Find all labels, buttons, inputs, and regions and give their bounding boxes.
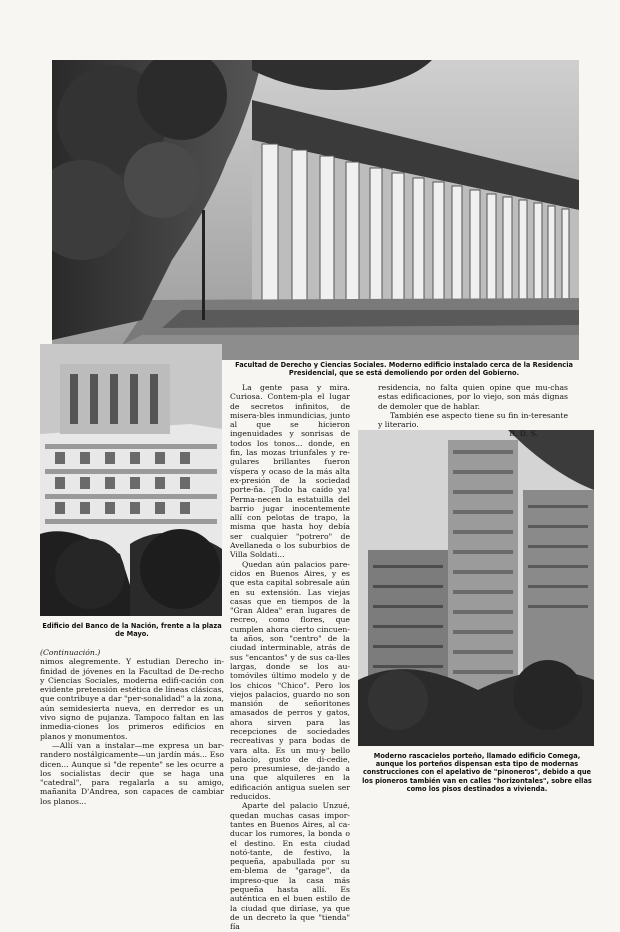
author-signature: B. D. S. bbox=[509, 429, 538, 439]
left-photo-caption: Edificio del Banco de la Nación, frente a la plaza de Mayo. bbox=[42, 622, 222, 639]
article-paragraph: Quedan aún palacios pare-cidos en Buenos Aires, y es que esta capital sobresale aún en su extensión. Las viejas casas que en tiempos de la "Gran Aldea" eran lugares de recreo, como flores, que cumplen ahora cierto cincuen-ta años, son "centro" de la ciudad interminable, atrás de sus "encantos" y de sus ca-lles largas, donde se los au-tomóviles último modelo y de los chicos "Chico". Pero los viejos palacios, guardo no son mansión de señoritones amasados de perros y gatos, ahora sirven para las recepciones de sociedades recreativas y para bodas de vara alta. Es un mu-y bello palacio, gusto de di-cedie, pero presumiese, de-jando a una que alquileres en la edificación antigua suelen ser reducidos. bbox=[230, 559, 350, 802]
top-photo-caption: Facultad de Derecho y Ciencias Sociales. Moderno edificio instalado cerca de la Residencia Presidencial, que se está demoliendo por orden del Gobierno. bbox=[235, 361, 573, 378]
skyscrapers-image bbox=[358, 430, 594, 746]
faculty-building-image bbox=[52, 60, 579, 360]
article-paragraph bbox=[378, 411, 568, 439]
article-column-2 bbox=[230, 383, 350, 932]
continuation-label: (Continuación.) bbox=[40, 648, 101, 657]
article-paragraph-text: También ese aspecto tiene su fin in-teresante y literario. bbox=[378, 410, 568, 430]
article-paragraph: —Allí van a instalar—me expresa un bar-randero nostálgicamente—un jardín más... Eso dicen... Aunque si "de repente" se les ocurre a los socialistas decir que se haga una "catedral", para regalarla a su amigo, mañanita D'Andrea, son capaces de cambiar los planos... bbox=[40, 740, 224, 806]
article-paragraph: nimos alegremente. Y estudian Derecho in-finidad de jóvenes en la Facultad de De-recho y Ciencias Sociales, moderna edifi-cación con evidente pretensión estética de líneas clásicas, que contribuye a dar "per-sonalidad" a la zona, aún semidesierta nueva, en derredor es un vivo signo de pujanza. Tampoco faltan en las inmedia-ciones los primeros edificios en planos y monumentos. bbox=[40, 657, 224, 741]
right-photo-caption: Moderno rascacielos porteño, llamado edificio Comega, aunque los porteños dispensan esta tipo de modernas construcciones con el apelativo de "pinoneros", debido a que los pioneros también van en calles "horizontales", sobre ellas como los pisos destinados a vivienda. bbox=[362, 752, 592, 793]
left-photo bbox=[40, 344, 222, 616]
article-paragraph: La gente pasa y mira. Curiosa. Contem-pla el lugar de secretos infinitos, de misera-bles inmundicias, junto al que se hicieron ingenuidades y sonrisas de todos los tonos... donde, en fin, las mozas triunfales y re-gulares brillantes fueron víspera y ocaso de la más alta ex-presión de la sociedad porte-ña. ¡Todo ha caído ya! Perma-necen la estatuilla del barrio jugar inocentemente allí con pelotas de trapo, la misma que hasta hoy debía ser cualquier "potrero" de Avellaneda o los suburbios de Villa Soldati... bbox=[230, 383, 350, 560]
bank-building-image bbox=[40, 344, 222, 616]
top-photo bbox=[52, 60, 579, 360]
article-column-3 bbox=[378, 383, 568, 439]
article-paragraph: Aparte del palacio Unzué, quedan muchas casas impor-tantes en Buenos Aires, al ca-ducar los rumores, la bonda o el destino. En esta ciudad notó-tante, de festivo, la pequeña, apabullada por su em-blema de "garage", da impreso-que la casa más pequeña hasta allí. Es auténtica en el buen estilo de la ciudad que diríase, ya que de un decreto la que "tienda" fía bbox=[230, 801, 350, 932]
article-column-1 bbox=[40, 648, 224, 806]
article-paragraph: residencia, no falta quien opine que mu-chas estas edificaciones, por lo viejo, son más dignas de demoler que de hablar. bbox=[378, 383, 568, 411]
right-photo bbox=[358, 430, 594, 746]
